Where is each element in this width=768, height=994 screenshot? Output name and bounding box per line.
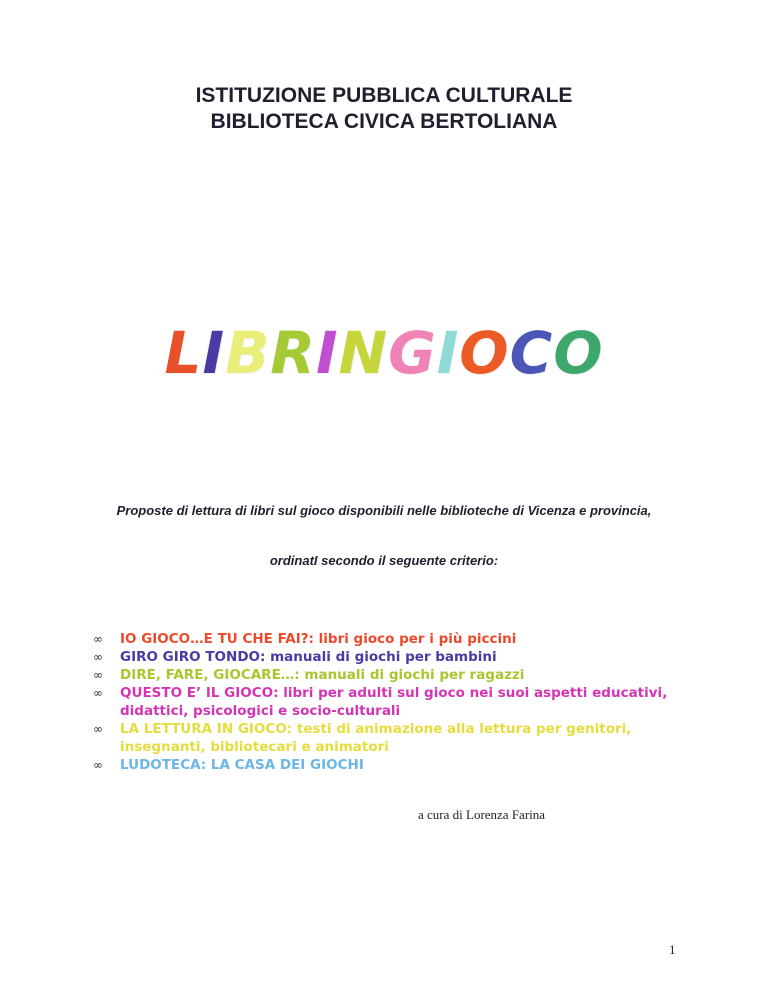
category-list — [93, 630, 693, 774]
list-item — [93, 756, 693, 774]
list-item-text: LA LETTURA IN GIOCO: testi di animazione alla lettura per genitori, insegnanti, bibliotecari e animatori — [120, 721, 632, 755]
list-item-text: DIRE, FARE, GIOCARE…: manuali di giochi per ragazzi — [120, 667, 525, 683]
infinity-bullet-icon: ∞ — [93, 668, 103, 682]
curator-credit: a cura di Lorenza Farina — [418, 807, 546, 822]
logo-letter: I — [315, 319, 339, 387]
list-item — [93, 720, 693, 756]
logo-letter: I — [202, 319, 226, 387]
intro-text: Proposte di lettura di libri sul gioco disponibili nelle biblioteche di Vicenza e provincia, — [116, 503, 652, 518]
logo-letter: G — [388, 319, 437, 387]
infinity-bullet-icon: ∞ — [93, 632, 103, 646]
logo-letter: C — [509, 319, 554, 387]
list-item — [93, 630, 693, 648]
infinity-bullet-icon: ∞ — [93, 650, 103, 664]
infinity-bullet-icon: ∞ — [93, 758, 103, 772]
list-item-text: GIRO GIRO TONDO: manuali di giochi per bambini — [120, 649, 497, 665]
page-number: 1 — [669, 942, 676, 957]
list-item — [93, 648, 693, 666]
logo-letter: O — [553, 319, 604, 387]
header-line-1: ISTITUZIONE PUBBLICA CULTURALE — [195, 84, 573, 107]
list-item-text: QUESTO E’ IL GIOCO: libri per adulti sul gioco nei suoi aspetti educativi, didattici, psicologici e socio-culturali — [120, 685, 668, 719]
list-item — [93, 666, 693, 684]
logo-letter: N — [338, 319, 389, 387]
infinity-bullet-icon: ∞ — [93, 722, 103, 736]
header-line-2: BIBLIOTECA CIVICA BERTOLIANA — [210, 110, 558, 133]
list-item-text: IO GIOCO…E TU CHE FAI?: libri gioco per i più piccini — [120, 631, 517, 647]
libringioco-logo — [0, 318, 768, 388]
infinity-bullet-icon: ∞ — [93, 686, 103, 700]
logo-letter: O — [459, 319, 510, 387]
logo-letter: R — [270, 319, 316, 387]
logo-letter: I — [436, 319, 460, 387]
list-item-text: LUDOTECA: LA CASA DEI GIOCHI — [120, 757, 364, 773]
logo-letter: L — [164, 319, 203, 387]
logo-letter: B — [225, 319, 271, 387]
list-item — [93, 684, 693, 720]
criterion-text: ordinatI secondo il seguente criterio: — [269, 553, 499, 568]
institution-header — [0, 83, 768, 135]
